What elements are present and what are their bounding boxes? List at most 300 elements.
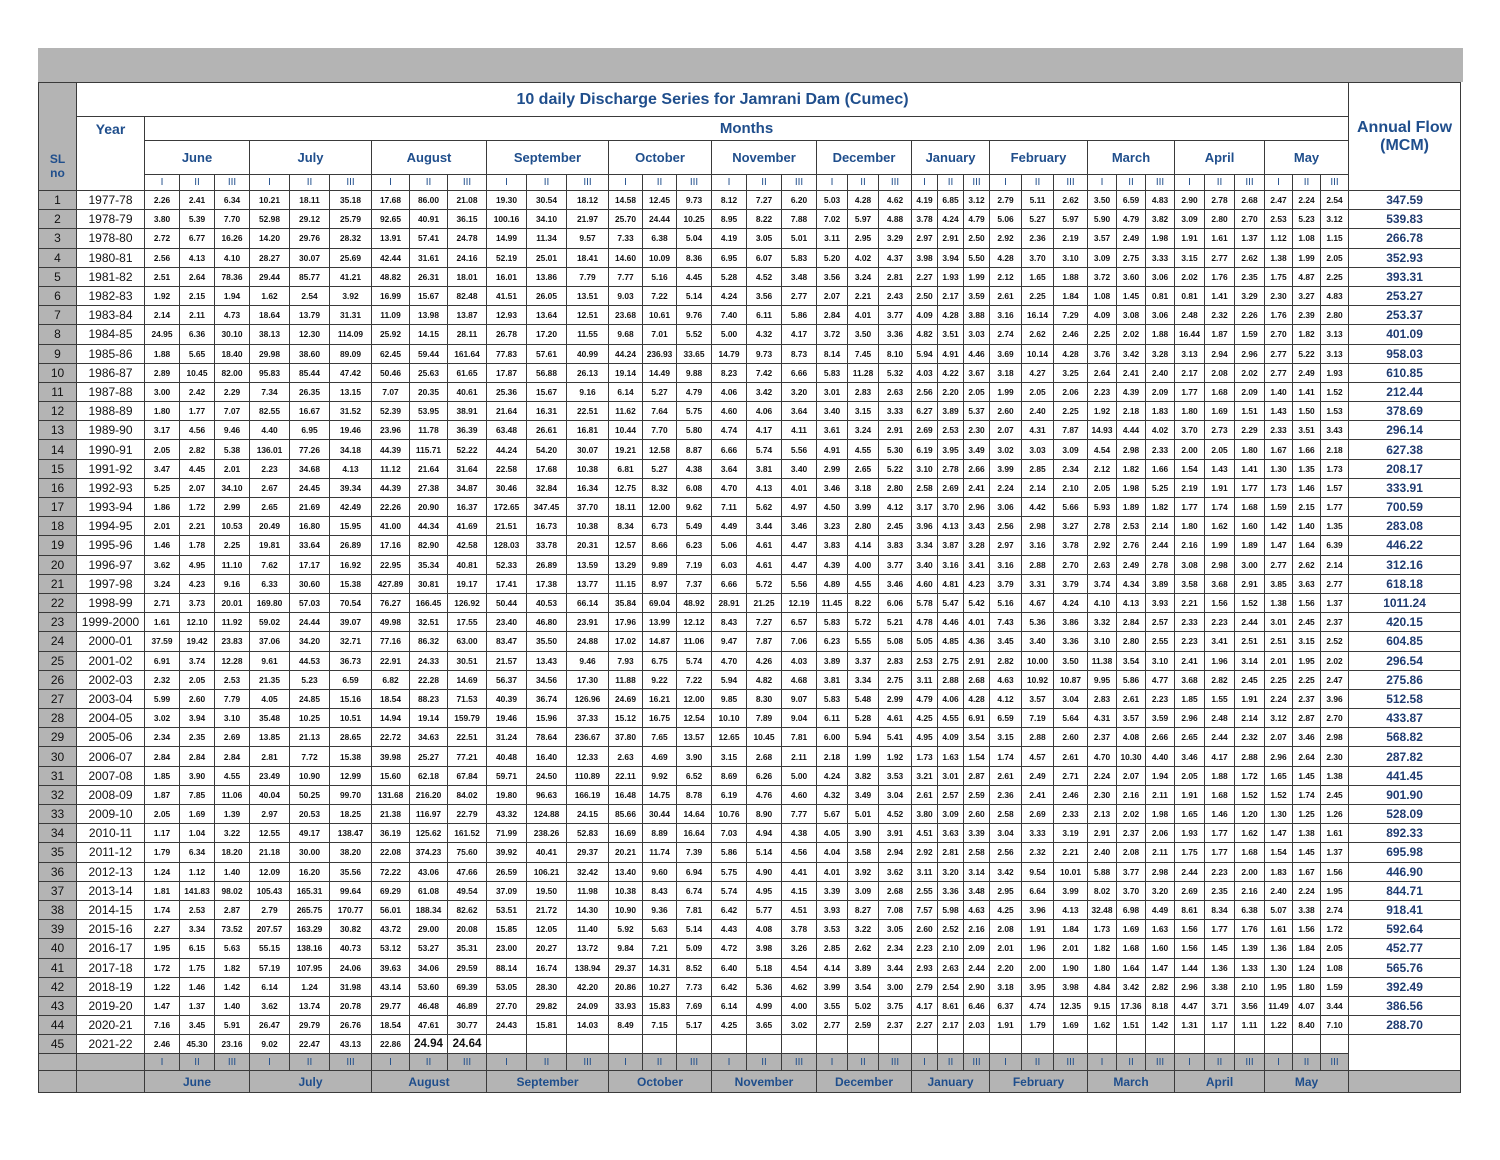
sl-cell: 10 xyxy=(39,363,77,382)
discharge-cell: 5.17 xyxy=(677,1016,712,1035)
discharge-cell: 50.25 xyxy=(290,785,330,804)
discharge-cell: 40.53 xyxy=(527,593,567,612)
discharge-cell: 3.78 xyxy=(912,210,938,229)
discharge-cell: 1.60 xyxy=(1146,939,1175,958)
discharge-cell: 6.14 xyxy=(250,977,290,996)
discharge-cell xyxy=(1293,1035,1321,1054)
table-row xyxy=(39,517,1461,536)
discharge-cell: 8.43 xyxy=(712,613,747,632)
discharge-cell: 14.58 xyxy=(609,191,643,210)
discharge-cell: 2.84 xyxy=(215,747,250,766)
discharge-cell: 2.02 xyxy=(1175,267,1205,286)
annual-flow-cell: 401.09 xyxy=(1349,325,1461,344)
discharge-cell: 4.55 xyxy=(848,440,879,459)
discharge-cell: 8.61 xyxy=(938,996,964,1015)
discharge-cell: 22.95 xyxy=(372,555,410,574)
discharge-cell: 1.89 xyxy=(1117,498,1146,517)
discharge-cell: 3.40 xyxy=(1022,632,1054,651)
discharge-cell: 11.62 xyxy=(609,402,643,421)
discharge-cell: 12.35 xyxy=(1054,996,1088,1015)
discharge-cell: 47.61 xyxy=(410,1016,448,1035)
discharge-cell: 5.78 xyxy=(912,593,938,612)
sl-cell: 30 xyxy=(39,747,77,766)
discharge-cell: 3.16 xyxy=(1022,536,1054,555)
discharge-cell: 9.60 xyxy=(643,862,677,881)
blank-cell xyxy=(39,1054,77,1071)
discharge-cell: 1.69 xyxy=(1117,920,1146,939)
discharge-cell: 3.61 xyxy=(817,421,848,440)
discharge-cell: 5.36 xyxy=(747,977,782,996)
discharge-cell: 7.22 xyxy=(643,286,677,305)
discharge-cell: 3.46 xyxy=(1293,728,1321,747)
discharge-cell: 1.37 xyxy=(1321,593,1349,612)
discharge-cell: 2.74 xyxy=(1321,900,1349,919)
discharge-cell: 9.07 xyxy=(782,689,817,708)
discharge-cell: 9.46 xyxy=(567,651,609,670)
discharge-cell: 2.60 xyxy=(990,402,1022,421)
discharge-cell: 3.70 xyxy=(938,498,964,517)
discharge-cell: 2.81 xyxy=(938,843,964,862)
discharge-cell: 172.65 xyxy=(487,498,527,517)
discharge-cell: 20.78 xyxy=(330,996,372,1015)
discharge-cell: 2.45 xyxy=(879,517,912,536)
discharge-cell: 4.87 xyxy=(1293,267,1321,286)
sl-cell: 1 xyxy=(39,191,77,210)
discharge-cell: 3.54 xyxy=(964,728,990,747)
discharge-cell: 2.96 xyxy=(964,498,990,517)
discharge-cell: 138.16 xyxy=(290,939,330,958)
discharge-cell: 2.29 xyxy=(1235,421,1265,440)
discharge-cell: 11.34 xyxy=(527,229,567,248)
annual-flow-cell: 918.41 xyxy=(1349,900,1461,919)
discharge-cell: 1.52 xyxy=(1265,785,1293,804)
discharge-cell: 4.89 xyxy=(817,574,848,593)
month-header-september: September xyxy=(487,141,609,175)
discharge-cell: 4.07 xyxy=(1293,996,1321,1015)
discharge-cell: 1.73 xyxy=(1088,920,1117,939)
annual-flow-cell: 333.91 xyxy=(1349,478,1461,497)
table-row xyxy=(39,555,1461,574)
discharge-cell: 24.09 xyxy=(567,996,609,1015)
discharge-cell: 4.05 xyxy=(817,824,848,843)
table-row xyxy=(39,440,1461,459)
table-row xyxy=(39,248,1461,267)
table-row xyxy=(39,593,1461,612)
discharge-cell: 4.31 xyxy=(1022,421,1054,440)
discharge-cell: 2.34 xyxy=(145,728,180,747)
discharge-cell: 12.28 xyxy=(215,651,250,670)
discharge-cell: 33.78 xyxy=(527,536,567,555)
discharge-cell xyxy=(1146,1035,1175,1054)
discharge-cell: 26.89 xyxy=(527,555,567,574)
discharge-cell: 3.49 xyxy=(848,785,879,804)
year-cell: 1987-88 xyxy=(77,382,145,401)
discharge-cell: 3.65 xyxy=(747,1016,782,1035)
dekad-label: II xyxy=(938,175,964,191)
discharge-cell: 2.11 xyxy=(1146,785,1175,804)
discharge-cell: 2.01 xyxy=(145,517,180,536)
year-cell: 1977-78 xyxy=(77,191,145,210)
sl-cell: 21 xyxy=(39,574,77,593)
discharge-cell: 7.42 xyxy=(747,363,782,382)
discharge-cell: 82.00 xyxy=(215,363,250,382)
discharge-cell: 2.23 xyxy=(1205,862,1235,881)
discharge-cell: 69.29 xyxy=(372,881,410,900)
discharge-cell: 2.80 xyxy=(879,478,912,497)
discharge-cell: 2.01 xyxy=(1265,651,1293,670)
discharge-cell: 61.08 xyxy=(410,881,448,900)
discharge-cell: 54.20 xyxy=(527,440,567,459)
discharge-cell: 6.42 xyxy=(712,900,747,919)
discharge-cell: 2.24 xyxy=(1293,881,1321,900)
discharge-cell: 2.33 xyxy=(1175,613,1205,632)
discharge-cell: 15.95 xyxy=(330,517,372,536)
discharge-cell: 2.07 xyxy=(180,478,215,497)
year-cell: 2007-08 xyxy=(77,766,145,785)
discharge-cell: 53.95 xyxy=(410,402,448,421)
discharge-cell: 5.09 xyxy=(677,939,712,958)
discharge-cell: 6.06 xyxy=(879,593,912,612)
discharge-cell: 6.38 xyxy=(643,229,677,248)
discharge-cell: 16.74 xyxy=(527,958,567,977)
discharge-cell: 6.59 xyxy=(330,670,372,689)
discharge-cell: 2.45 xyxy=(1235,670,1265,689)
discharge-cell: 26.47 xyxy=(250,1016,290,1035)
sl-cell: 31 xyxy=(39,766,77,785)
discharge-cell: 28.65 xyxy=(330,728,372,747)
year-cell: 1997-98 xyxy=(77,574,145,593)
sl-cell: 16 xyxy=(39,478,77,497)
discharge-cell: 3.11 xyxy=(912,670,938,689)
discharge-cell: 4.25 xyxy=(712,1016,747,1035)
discharge-cell: 3.02 xyxy=(782,1016,817,1035)
year-cell: 2003-04 xyxy=(77,689,145,708)
discharge-cell: 2.63 xyxy=(879,382,912,401)
discharge-cell: 3.89 xyxy=(938,402,964,421)
discharge-cell: 3.60 xyxy=(1117,267,1146,286)
year-cell: 2009-10 xyxy=(77,805,145,824)
discharge-cell: 128.03 xyxy=(487,536,527,555)
discharge-cell: 15.67 xyxy=(410,286,448,305)
month-footer-march: March xyxy=(1088,1071,1175,1093)
annual-flow-cell: 452.77 xyxy=(1349,939,1461,958)
discharge-cell: 29.37 xyxy=(567,843,609,862)
discharge-cell: 2.96 xyxy=(1175,977,1205,996)
discharge-cell: 33.93 xyxy=(609,996,643,1015)
discharge-cell: 1.61 xyxy=(1321,824,1349,843)
discharge-cell: 10.09 xyxy=(643,248,677,267)
discharge-cell: 1.60 xyxy=(1235,517,1265,536)
discharge-cell: 2.77 xyxy=(1205,248,1235,267)
discharge-cell: 7.22 xyxy=(677,670,712,689)
discharge-cell: 10.45 xyxy=(180,363,215,382)
discharge-cell: 3.90 xyxy=(848,824,879,843)
discharge-cell: 3.79 xyxy=(990,574,1022,593)
discharge-cell: 2.61 xyxy=(1117,689,1146,708)
annual-flow-cell: 512.58 xyxy=(1349,689,1461,708)
discharge-cell: 2.06 xyxy=(1054,382,1088,401)
discharge-cell: 188.34 xyxy=(410,900,448,919)
discharge-cell: 8.34 xyxy=(609,517,643,536)
discharge-cell: 23.96 xyxy=(372,421,410,440)
discharge-cell: 1.47 xyxy=(145,996,180,1015)
discharge-cell: 0.81 xyxy=(1175,286,1205,305)
discharge-cell: 8.73 xyxy=(782,344,817,363)
discharge-cell: 3.23 xyxy=(817,517,848,536)
discharge-cell: 8.22 xyxy=(747,210,782,229)
discharge-cell: 1.73 xyxy=(912,747,938,766)
discharge-cell: 6.19 xyxy=(912,440,938,459)
discharge-cell: 8.14 xyxy=(817,344,848,363)
discharge-cell: 3.40 xyxy=(817,402,848,421)
discharge-cell: 16.37 xyxy=(448,498,487,517)
discharge-cell: 3.92 xyxy=(848,862,879,881)
discharge-cell: 7.85 xyxy=(180,785,215,804)
annual-flow-cell: 253.37 xyxy=(1349,306,1461,325)
discharge-cell: 1.38 xyxy=(1293,824,1321,843)
discharge-cell: 2.89 xyxy=(145,363,180,382)
discharge-cell: 3.41 xyxy=(964,555,990,574)
discharge-cell: 7.02 xyxy=(817,210,848,229)
discharge-cell: 1.69 xyxy=(1054,1016,1088,1035)
discharge-cell: 1.96 xyxy=(1022,939,1054,958)
discharge-cell: 6.57 xyxy=(782,613,817,632)
discharge-cell: 4.22 xyxy=(938,363,964,382)
discharge-cell: 9.54 xyxy=(1022,862,1054,881)
dekad-label: III xyxy=(879,175,912,191)
table-row xyxy=(39,459,1461,478)
discharge-cell: 2.01 xyxy=(1054,939,1088,958)
discharge-cell: 3.83 xyxy=(817,536,848,555)
discharge-cell: 2.01 xyxy=(990,939,1022,958)
discharge-cell: 1.25 xyxy=(1293,805,1321,824)
discharge-cell: 11.74 xyxy=(643,843,677,862)
discharge-cell: 4.63 xyxy=(990,670,1022,689)
annual-flow-cell: 539.83 xyxy=(1349,210,1461,229)
discharge-cell: 6.66 xyxy=(782,363,817,382)
discharge-cell: 3.38 xyxy=(1205,977,1235,996)
discharge-cell: 3.12 xyxy=(1265,709,1293,728)
discharge-cell: 2.23 xyxy=(1146,689,1175,708)
table-row xyxy=(39,747,1461,766)
discharge-cell: 2.07 xyxy=(990,421,1022,440)
discharge-cell: 69.39 xyxy=(448,977,487,996)
discharge-cell: 4.70 xyxy=(712,651,747,670)
discharge-cell: 18.11 xyxy=(609,498,643,517)
dekad-label: III xyxy=(1146,175,1175,191)
discharge-cell: 4.74 xyxy=(712,421,747,440)
discharge-cell: 86.32 xyxy=(410,632,448,651)
discharge-cell: 21.08 xyxy=(448,191,487,210)
discharge-cell: 9.46 xyxy=(215,421,250,440)
discharge-cell: 63.48 xyxy=(487,421,527,440)
discharge-cell: 1.88 xyxy=(1054,267,1088,286)
dekad-label-bottom: II xyxy=(938,1054,964,1071)
discharge-cell: 126.96 xyxy=(567,689,609,708)
discharge-cell: 16.64 xyxy=(677,824,712,843)
discharge-cell: 5.63 xyxy=(215,939,250,958)
discharge-cell: 2.83 xyxy=(848,382,879,401)
discharge-cell: 12.19 xyxy=(782,593,817,612)
discharge-cell: 2.46 xyxy=(1054,785,1088,804)
discharge-cell: 16.92 xyxy=(330,555,372,574)
discharge-cell: 2.84 xyxy=(817,306,848,325)
annual-flow-cell: 446.90 xyxy=(1349,862,1461,881)
discharge-cell: 11.28 xyxy=(848,363,879,382)
discharge-cell: 115.71 xyxy=(410,440,448,459)
dekad-label-bottom: II xyxy=(747,1054,782,1071)
discharge-cell: 4.67 xyxy=(1022,593,1054,612)
discharge-cell: 11.88 xyxy=(609,670,643,689)
discharge-cell: 2.87 xyxy=(1293,709,1321,728)
discharge-cell: 21.51 xyxy=(487,517,527,536)
discharge-cell: 13.51 xyxy=(567,286,609,305)
discharge-cell: 4.95 xyxy=(912,728,938,747)
discharge-cell: 5.05 xyxy=(912,632,938,651)
discharge-cell: 5.49 xyxy=(677,517,712,536)
discharge-cell: 25.27 xyxy=(410,747,448,766)
discharge-cell: 4.37 xyxy=(879,248,912,267)
discharge-cell: 6.73 xyxy=(643,517,677,536)
discharge-cell: 6.77 xyxy=(180,229,215,248)
discharge-cell: 3.89 xyxy=(1146,574,1175,593)
discharge-cell: 3.99 xyxy=(990,459,1022,478)
discharge-cell: 5.28 xyxy=(848,709,879,728)
discharge-cell: 4.17 xyxy=(1205,747,1235,766)
discharge-cell: 11.12 xyxy=(372,459,410,478)
discharge-cell: 28.27 xyxy=(250,248,290,267)
discharge-cell: 31.24 xyxy=(487,728,527,747)
discharge-cell: 26.05 xyxy=(527,286,567,305)
discharge-cell: 1.08 xyxy=(1293,229,1321,248)
discharge-cell: 2.19 xyxy=(1175,478,1205,497)
discharge-cell: 2.34 xyxy=(1054,459,1088,478)
discharge-cell: 10.38 xyxy=(567,517,609,536)
discharge-cell: 42.49 xyxy=(330,498,372,517)
discharge-cell: 2.32 xyxy=(1022,843,1054,862)
discharge-cell: 2.33 xyxy=(1265,421,1293,440)
discharge-cell: 34.87 xyxy=(448,478,487,497)
discharge-cell: 30.46 xyxy=(487,478,527,497)
annual-flow-cell: 275.86 xyxy=(1349,670,1461,689)
discharge-cell: 1.86 xyxy=(145,498,180,517)
discharge-cell: 3.94 xyxy=(938,248,964,267)
discharge-cell: 2.16 xyxy=(1235,881,1265,900)
discharge-cell: 8.34 xyxy=(1205,900,1235,919)
discharge-cell: 2.82 xyxy=(1205,670,1235,689)
month-header-november: November xyxy=(712,141,817,175)
discharge-cell: 3.50 xyxy=(1088,191,1117,210)
discharge-cell: 2.75 xyxy=(938,651,964,670)
discharge-cell: 31.52 xyxy=(330,402,372,421)
annual-flow-cell: 296.14 xyxy=(1349,421,1461,440)
discharge-cell: 3.96 xyxy=(1321,689,1349,708)
discharge-cell: 2.05 xyxy=(1321,939,1349,958)
discharge-cell: 13.98 xyxy=(410,306,448,325)
discharge-cell: 40.91 xyxy=(410,210,448,229)
year-cell: 1981-82 xyxy=(77,267,145,286)
discharge-cell: 6.40 xyxy=(712,958,747,977)
discharge-cell: 2.65 xyxy=(250,498,290,517)
sl-cell: 27 xyxy=(39,689,77,708)
sl-cell: 33 xyxy=(39,805,77,824)
discharge-cell: 9.16 xyxy=(215,574,250,593)
discharge-cell: 4.41 xyxy=(782,862,817,881)
discharge-cell: 10.14 xyxy=(1022,344,1054,363)
discharge-cell: 2.53 xyxy=(180,900,215,919)
discharge-cell: 1.82 xyxy=(215,958,250,977)
discharge-cell: 2.07 xyxy=(1117,766,1146,785)
discharge-cell: 1.36 xyxy=(1265,939,1293,958)
discharge-cell: 5.86 xyxy=(782,306,817,325)
discharge-cell: 6.11 xyxy=(747,306,782,325)
discharge-cell: 83.47 xyxy=(487,632,527,651)
discharge-cell: 3.21 xyxy=(912,766,938,785)
discharge-cell: 3.28 xyxy=(964,536,990,555)
discharge-cell: 2.09 xyxy=(1146,382,1175,401)
discharge-cell: 20.53 xyxy=(290,805,330,824)
discharge-cell: 2.21 xyxy=(180,517,215,536)
discharge-cell: 7.06 xyxy=(782,632,817,651)
discharge-cell: 19.14 xyxy=(410,709,448,728)
discharge-cell: 11.15 xyxy=(609,574,643,593)
discharge-cell: 1.99 xyxy=(964,267,990,286)
discharge-cell: 2.23 xyxy=(1205,613,1235,632)
discharge-cell: 82.48 xyxy=(448,286,487,305)
discharge-cell: 2.32 xyxy=(1235,728,1265,747)
discharge-cell: 61.65 xyxy=(448,363,487,382)
discharge-cell: 3.46 xyxy=(782,517,817,536)
discharge-cell: 3.68 xyxy=(1175,670,1205,689)
discharge-cell: 30.07 xyxy=(567,440,609,459)
discharge-cell: 2.14 xyxy=(1146,517,1175,536)
year-cell: 1995-96 xyxy=(77,536,145,555)
discharge-cell: 3.43 xyxy=(1321,421,1349,440)
discharge-cell: 5.16 xyxy=(990,593,1022,612)
discharge-cell: 4.28 xyxy=(1054,344,1088,363)
discharge-cell: 2.17 xyxy=(938,1016,964,1035)
discharge-cell: 4.25 xyxy=(912,709,938,728)
discharge-cell: 4.04 xyxy=(817,843,848,862)
discharge-cell: 4.47 xyxy=(1175,996,1205,1015)
discharge-cell: 2.14 xyxy=(1022,478,1054,497)
discharge-cell: 2.96 xyxy=(1235,344,1265,363)
discharge-cell: 1.66 xyxy=(1146,459,1175,478)
annual-flow-cell: 568.82 xyxy=(1349,728,1461,747)
discharge-cell: 57.03 xyxy=(290,593,330,612)
discharge-cell: 4.51 xyxy=(782,900,817,919)
dekad-label-bottom: II xyxy=(643,1054,677,1071)
discharge-cell: 1.40 xyxy=(215,996,250,1015)
discharge-cell: 19.50 xyxy=(527,881,567,900)
discharge-cell: 7.37 xyxy=(677,574,712,593)
discharge-cell: 12.75 xyxy=(609,478,643,497)
dekad-label: II xyxy=(1022,175,1054,191)
discharge-cell: 53.51 xyxy=(487,900,527,919)
discharge-cell: 8.02 xyxy=(1088,881,1117,900)
discharge-cell: 4.38 xyxy=(782,824,817,843)
discharge-cell: 82.90 xyxy=(410,536,448,555)
discharge-cell: 38.20 xyxy=(330,843,372,862)
discharge-cell: 5.00 xyxy=(712,325,747,344)
discharge-cell: 1.80 xyxy=(1235,440,1265,459)
discharge-cell: 23.68 xyxy=(609,306,643,325)
discharge-cell: 5.03 xyxy=(817,191,848,210)
discharge-cell: 3.04 xyxy=(879,785,912,804)
discharge-cell: 3.29 xyxy=(1235,286,1265,305)
discharge-cell: 2.11 xyxy=(782,747,817,766)
discharge-cell: 2.91 xyxy=(1088,824,1117,843)
